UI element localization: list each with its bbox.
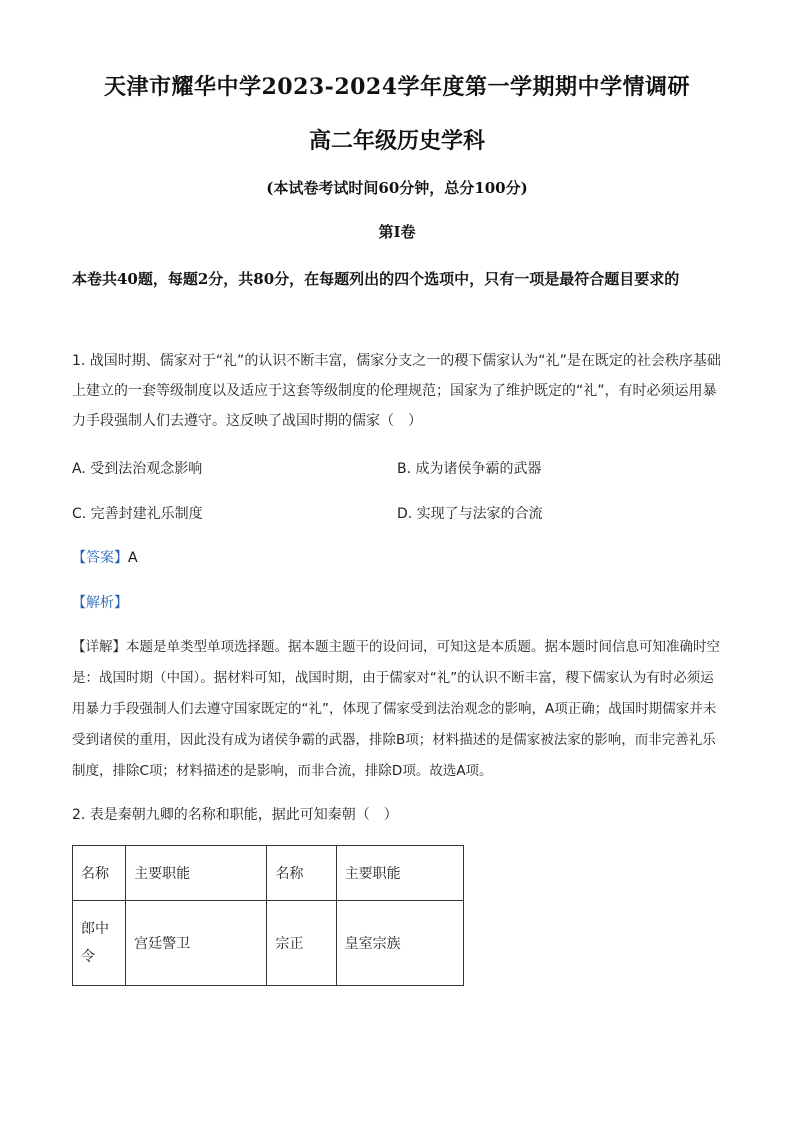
- subject-title: 高二年级历史学科: [308, 128, 485, 154]
- question-1-option-a: A. 受到法治观念影响: [72, 461, 203, 477]
- question-1-detail: 【详解】本题是单类型单项选择题。据本题主题干的设问词，可知这是本质题。据本题时间信息可知准确时空是：战国时期（中国）。据材料可知，战国时期，由于儒家对“礼”的认识不断丰富，稷下儒家认为有时必须运用暴力手段强制人们去遵守国家既定的“礼”，体现了儒家受到法治观念的影响，A项正确；战国时期儒家并未受到诸侯的重用，因此没有成为诸侯争霸的武器，排除B项；材料描述的是儒家被法家的影响，而非完善礼乐制度，排除C项；材料描述的是影响，而非合流，排除D项。故选A项。: [72, 639, 720, 779]
- table-header-cell: 主要职能: [126, 846, 267, 901]
- table-cell: 郎中 令: [73, 901, 126, 986]
- question-1-analysis-heading: [72, 592, 128, 612]
- question-2-stem: 2. 表是秦朝九卿的名称和职能，据此可知秦朝（ ）: [72, 807, 398, 823]
- volume-heading: 第I卷: [378, 223, 416, 241]
- question-1-option-c: C. 完善封建礼乐制度: [72, 506, 203, 522]
- analysis-tag: 【解析】: [72, 595, 128, 611]
- answer-tag: 【答案】: [72, 550, 128, 566]
- section-instructions: 本卷共40题，每题2分，共80分，在每题列出的四个选项中，只有一项是最符合题目要求的: [72, 270, 680, 288]
- question-1-option-d: D. 实现了与法家的合流: [397, 506, 543, 522]
- nine-ministers-table: [72, 845, 464, 986]
- question-1-stem: 1. 战国时期、儒家对于“礼”的认识不断丰富，儒家分支之一的稷下儒家认为“礼”是在既定的社会秩序基础上建立的一套等级制度以及适应于这套等级制度的伦理规范；国家为了维护既定的“礼”，有时必须运用暴力手段强制人们去遵守。这反映了战国时期的儒家（ ）: [72, 353, 721, 429]
- exam-info: (本试卷考试时间60分钟，总分100分): [266, 179, 528, 197]
- table-header-cell: 主要职能: [336, 846, 463, 901]
- school-title: 天津市耀华中学2023-2024学年度第一学期期中学情调研: [103, 74, 691, 100]
- table-cell: 宫廷警卫: [126, 901, 267, 986]
- table-cell: 宗正: [267, 901, 336, 986]
- table-cell: 皇室宗族: [336, 901, 463, 986]
- answer-value: A: [128, 550, 138, 566]
- table-row: [73, 901, 464, 986]
- table-header-cell: 名称: [73, 846, 126, 901]
- question-1-answer: [72, 547, 138, 567]
- question-1-option-b: B. 成为诸侯争霸的武器: [397, 461, 542, 477]
- table-header-row: [73, 846, 464, 901]
- table-header-cell: 名称: [267, 846, 336, 901]
